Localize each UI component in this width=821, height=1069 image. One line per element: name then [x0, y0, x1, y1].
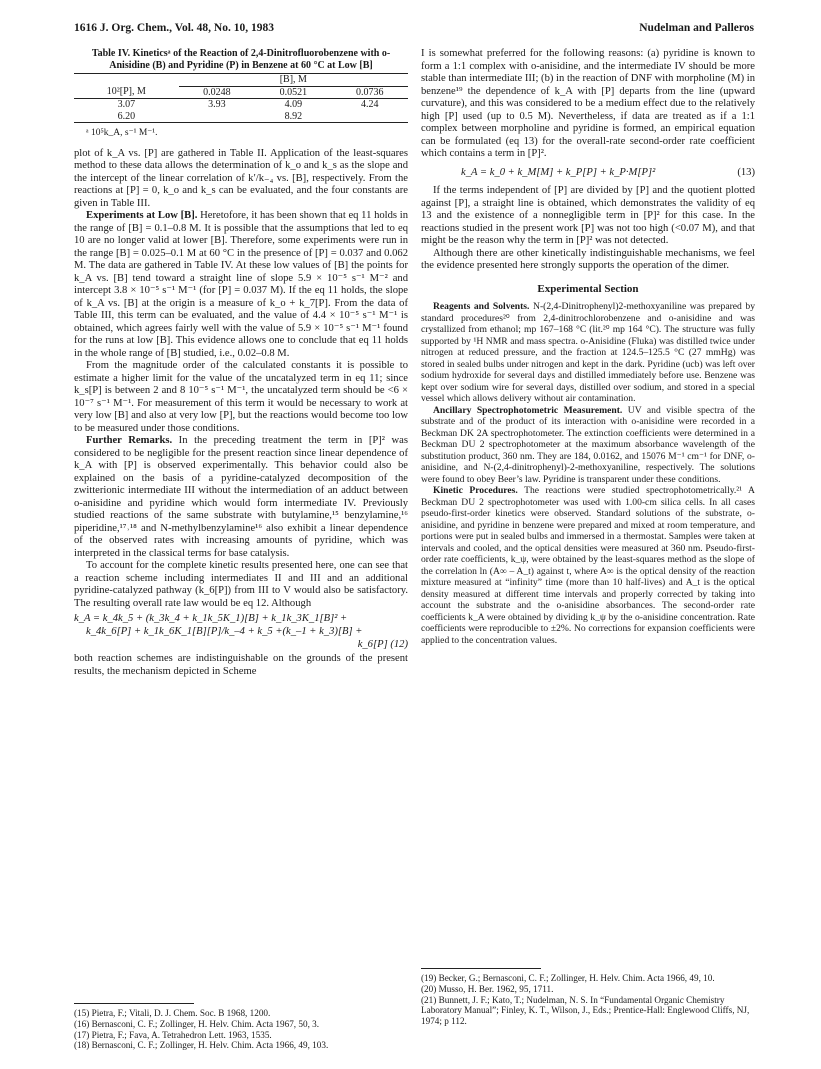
footnote: (18) Bernasconi, C. F.; Zollinger, H. Helv. Chim. Acta 1966, 49, 103. — [74, 1040, 329, 1051]
paragraph: To account for the complete kinetic results presented here, one can see that a reaction scheme including intermediates II and III and an additional pyridine-catalyzed pathway (k_6[P]) from III to V would also be satisfactory. The resulting overall rate law would be eq 12. Although — [74, 560, 408, 609]
paragraph: plot of k_A vs. [P] are gathered in Table II. Application of the least-squares method to these data allows the determination of k_o and k_s as the slope and the intercept of the linear correlation of k′/k₋₄ vs. [B], respectively. From the reactions at [P] = 0, k_o and k_s can be evaluated, and the four constants are given in Table III. — [74, 147, 408, 209]
footnote: (21) Bunnett, J. F.; Kato, T.; Nudelman, N. S. In “Fundamental Organic Chemistry Laboratory Manual”; Finley, K. T., Wilson, J., Eds.; Prentice-Hall: Englewood Cliffs, NJ, 1974; p 112. — [421, 994, 750, 1027]
paragraph — [421, 405, 755, 486]
equation-13 — [421, 167, 755, 180]
table-col-header: 0.0736 — [356, 86, 384, 98]
paragraph — [74, 210, 408, 360]
paragraph-text: Heretofore, it has been shown that eq 11 holds in the range of [B] = 0.1–0.8 M. It is possible that the assumptions that led to eq 10 are no longer valid at lower [B]. Therefore, some experiments were run in the range [B] = 0.025–0.1 M at 60 °C in the presence of [P] = 0.037 and 0.062 M. The data are gathered in Table IV. At these low values of [B] the points for k_A vs. [B] tend toward a straight line of slope 5.9 × 10⁻⁵ s⁻¹ M⁻² and intercept 3.8 × 10⁻⁵ s⁻¹ M⁻¹ (for [P] = 0.037 M). If the eq 11 holds, the slope of k_A vs. [B] at the origin is a measure of k_o + k_7[P]. From the data of Table III, this term can be evaluated, and the value of 4.4 × 10⁻⁵ s⁻¹ M⁻¹ is obtained, which agrees fairly well with the value of 5.9 × 10⁻⁵ s⁻¹ M⁻¹ found for the runs at low [B]. This evidence allows one to conclude that eq 11 holds in the whole range of [B] studied, i.e., 0.02–0.8 M. — [74, 210, 408, 359]
section-heading: Experimental Section — [537, 282, 639, 295]
table-row — [74, 111, 408, 123]
paragraph: Although there are other kinetically indistinguishable mechanisms, we feel the evidence presented here strongly supports the operation of the dimer. — [421, 247, 755, 271]
table-cell: 4.09 — [284, 99, 303, 110]
footnotes-right — [421, 968, 755, 1027]
paragraph-heading: Further Remarks. — [86, 435, 173, 446]
table-footnote: ᵃ 10⁵k_A, s⁻¹ M⁻¹. — [86, 128, 158, 138]
paragraph: both reaction schemes are indistinguishable on the grounds of the present results, the mechanism depicted in Scheme — [74, 653, 408, 677]
paragraph-text: The reactions were studied spectrophotometrically.²¹ A Beckman DU 2 spectrophotometer was used with 1.00-cm silica cells. In all cases pseudo-first-order kinetics were observed. Standard solutions of the substrate, o-anisidine, and pyridine in benzene were prepared and mixed at room temperature, and portions were put in sealed bulbs and immersed in a thermostat. Samples were taken at intervals and cooled, and the optical densities were measured at 360 nm. Pseudo-first-order rate coefficients, k_ψ, were obtained by the least-squares method as the slope of the correlation ln (A∞ – A_t) against t, where A∞ is the optical density of the reaction mixture measured at “infinity” time (more than 10 half-lives) and A_t is the optical density measured at different time intervals and properly corrected by taking into account the substrate and the o-anisidine absorbances. The second-order rate coefficients k_A were obtained by dividing k_ψ by the o-anisidine concentration. Rate coefficients were reproducible to ±2%. No corrections for expansion coefficients were applied to the concentration values. — [421, 485, 755, 646]
table-cell: 8.92 — [284, 110, 303, 122]
paragraph: I is somewhat preferred for the following reasons: (a) pyridine is known to form a 1:1 complex with o-anisidine, and the intermediate IV should be more stable than intermediate III; (b) in the reaction of DNF with morpholine (M) in benzene¹⁹ the dependence of k_A with [P] departs from the line (upward curvature), and this was considered to be a medium effect due to the relatively high [P] used (up to 0.5 M). Nevertheless, if data are treated as if a 1:1 complex between morpholine and pyridine is formed, an empirical equation can be formulated (eq 13) for the overall-rate second-order rate coefficient which contains a term in [P]². — [421, 48, 755, 159]
paragraph: If the terms independent of [P] are divided by [P] and the quotient plotted against [P], a straight line is obtained, which demonstrates the validity of eq 13 and the existence of a nonnegligible term in [P]² for this case. In the reactions studied in the present work [P] was not too high (<0.07 M), and that might be the reason why the term in [P]² was not detected. — [421, 185, 755, 246]
table-row-header: 10²[P], M — [106, 86, 146, 98]
paragraph-heading: Reagents and Solvents. — [433, 301, 530, 312]
table-caption: Table IV. Kineticsᵃ of the Reaction of 2,4-Dinitrofluorobenzene with o-Anisidine (B) and Pyridine (P) in Benzene at 60 °C at Low [B] — [91, 48, 391, 71]
equation-12 — [74, 612, 408, 651]
paragraph-heading: Ancillary Spectrophotometric Measurement. — [433, 404, 623, 416]
table-cell — [179, 111, 255, 123]
table-cell: 3.93 — [208, 99, 226, 110]
table-corner — [74, 74, 179, 87]
footnote-rule — [74, 1003, 194, 1004]
table-cell: 6.20 — [117, 110, 136, 122]
footnote: (17) Pietra, F.; Fava, A. Tetrahedron Lett. 1963, 1535. — [74, 1029, 272, 1040]
paragraph-text: In the preceding treatment the term in [P]² was considered to be negligible for the present reaction since linear dependence of k_A with [P] is observed experimentally. This behavior could also be explained on the basis of a pyridine-catalyzed decomposition of the zwitterionic intermediate III without the intermediation of an adduct between o-anisidine and pyridine which would form intermediate IV. Previously studied reactions of the same substrate with butylamine,¹⁵ benzylamine,¹⁶ piperidine,¹⁷˒¹⁸ and N-methylbenzylamine¹⁶ also exhibit a linear dependence of the observed rates with increasing amounts of pyridine, which was interpreted in the classical terms for base catalysis. — [74, 435, 408, 559]
paragraph — [421, 301, 755, 405]
table-cell — [332, 111, 408, 123]
journal-citation: 1616 J. Org. Chem., Vol. 48, No. 10, 1983 — [74, 22, 274, 34]
paragraph — [421, 485, 755, 646]
table-cell: 4.24 — [361, 99, 379, 110]
equation-line: k_A = k_4k_5 + (k_3k_4 + k_1k_5K_1)[B] + k_1k_3K_1[B]² + — [74, 613, 348, 624]
paragraph: From the magnitude order of the calculated constants it is possible to estimate a higher limit for the value of the uncatalyzed term in eq 11; since k_s[P] is between 2 and 8 10⁻⁵ s⁻¹ M⁻¹, the uncatalyzed term should be <6 × 10⁻⁷ s⁻¹ M⁻¹. For measurement of this term it would be necessary to work at very low [B] and also at very low [P], but the reactions would become too low to be measured under those conditions. — [74, 360, 408, 434]
footnotes-left — [74, 1003, 408, 1051]
paragraph-heading: Kinetic Procedures. — [433, 485, 518, 496]
experimental-section — [421, 301, 755, 646]
footnote: (20) Musso, H. Ber. 1962, 95, 1711. — [421, 983, 554, 994]
paragraph-text: UV and visible spectra of the substrate and of the product of its interaction with o-anisidine were recorded in a Beckman DK 2A spectrophotometer. The extinction coefficients were determined in a Beckman DU 2 spectrophotometer at the maximum absorbance wavelength of the substitution product, 360 nm. They are 184, 0.0162, and 15076 M⁻¹ cm⁻¹ for DNF, o-anisidine, and N-(2,4-dinitrophenyl)-2-methoxyaniline, respectively. The solutions were found to obey Beer’s law. Pyridine is transparent under these conditions. — [421, 404, 756, 485]
kinetics-table — [74, 73, 408, 123]
paragraph-text: N-(2,4-Dinitrophenyl)2-methoxyaniline was prepared by standard procedures²⁰ from 2,4-dinitrochlorobenzene and o-anisidine and was crystallized from ethanol; mp 167–168 °C (lit.²⁰ mp 164 °C). The structure was fully supported by ¹H NMR and mass spectra. o-Anisidine (Fluka) was distilled twice under nitrogen at reduced pressure, and the fraction at 124.5–125.5 °C (27 mmHg) was stored in sealed bulbs under nitrogen and kept in the dark. Pyridine (ucb) was left over sodium hydroxide for several days and distilled immediately before use. Benzene was kept over sodium wire for several days, distilled over sodium, and stored in a special vessel which allows delivery without air contamination. — [421, 301, 755, 404]
table-row — [74, 99, 408, 111]
table-col-header: 0.0248 — [203, 86, 231, 98]
paragraph — [74, 435, 408, 560]
footnote: (16) Bernasconi, C. F.; Zollinger, H. Helv. Chim. Acta 1967, 50, 3. — [74, 1018, 320, 1029]
equation-line: k_6[P] (12) — [357, 639, 408, 650]
table-group-header: [B], M — [179, 74, 408, 87]
footnote-rule — [421, 968, 541, 969]
table-col-header: 0.0521 — [279, 86, 308, 98]
equation-line: k_4k_6[P] + k_1k_6K_1[B][P]/k_–4 + k_5 +(k_–1 + k_3)[B] + — [86, 626, 363, 637]
footnote: (19) Becker, G.; Bernasconi, C. F.; Zollinger, H. Helv. Chim. Acta 1966, 49, 10. — [421, 973, 715, 983]
right-column — [421, 48, 755, 646]
author-names: Nudelman and Palleros — [639, 22, 754, 34]
equation-number: (13) — [737, 166, 755, 178]
paragraph-heading: Experiments at Low [B]. — [86, 210, 198, 221]
running-header — [74, 22, 754, 40]
equation-body: k_A = k_0 + k_M[M] + k_P[P] + k_P·M[P]² — [461, 166, 656, 178]
footnote: (15) Pietra, F.; Vitali, D. J. Chem. Soc. B 1968, 1200. — [74, 1008, 271, 1018]
table-cell: 3.07 — [117, 99, 136, 110]
left-column — [74, 48, 408, 678]
